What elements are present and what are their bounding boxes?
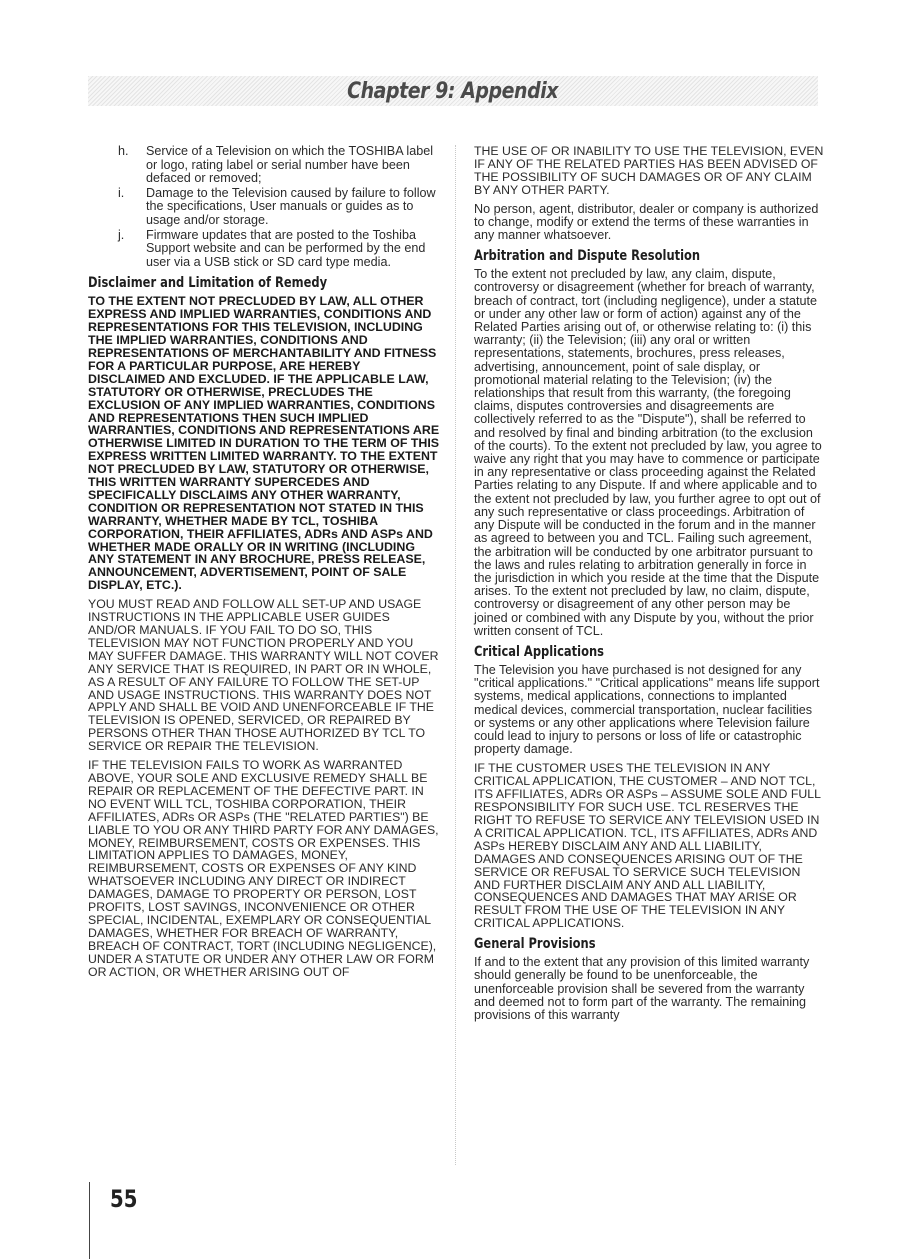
- arbitration-paragraph: To the extent not precluded by law, any claim, dispute, controversy or disagreement (whether for breach of warranty, breach of contract, tort (including negligence), under a statute or under any other law or form of action) against any of the Related Parties arising out of, or otherwise relating to: (i) this warranty; (ii) the Television; (iii) any oral or written representations, statements, brochures, press releases, advertising, announcement, point of sale display, or promotional material relating to the Television; (iv) the relationships that result from this warranty, (the foregoing claims, disputes controversies and disagreements are collectively referred to as the "Dispute"), shall be referred to and resolved by final and binding arbitration (to the exclusion of the courts). To the extent not precluded by law, you agree to waive any right that you may have to commence or participate in any representative or class proceeding against the Related Parties relating to any Dispute. If and where applicable and to the extent not precluded by law, you further agree to opt out of any such representative or class proceedings. Arbitration of any Dispute will be conducted in the forum and in the manner as agreed to between you and TCL. Failing such agreement, the arbitration will be conducted by one arbitrator pursuant to the laws and rules relating to arbitration generally in force in the jurisdiction in which you reside at the time that the Dispute arises. To the extent not precluded by law, no claim, dispute, controversy or disagreement of any other person may be joined or combined with any Dispute by you, without the prior written consent of TCL.: [474, 267, 822, 638]
- disclaimer-heading: Disclaimer and Limitation of Remedy: [88, 275, 328, 292]
- critical-applications-caps-paragraph: IF THE CUSTOMER USES THE TELEVISION IN ANY CRITICAL APPLICATION, THE CUSTOMER – AND NOT TCL, ITS AFFILIATES, ADRs OR ASPs – ASSUME SOLE AND FULL RESPONSIBILITY FOR SUCH USE. TCL RESERVES THE RIGHT TO REFUSE TO SERVICE ANY TELEVISION USED IN A CRITICAL APPLICATION. TCL, ITS AFFILIATES, ADRs AND ASPs HEREBY DISCLAIM ANY AND ALL LIABILITY, DAMAGES AND CONSEQUENCES ARISING OUT OF THE SERVICE OR REFUSAL TO SERVICE SUCH TELEVISION AND FURTHER DISCLAIM ANY AND ALL LIABILITY, CONSEQUENCES AND DAMAGES THAT MAY ARISE OR RESULT FROM THE USE OF THE TELEVISION IN ANY CRITICAL APPLICATIONS.: [474, 761, 821, 931]
- critical-applications-heading: Critical Applications: [474, 643, 604, 660]
- page-number-rule: [89, 1182, 90, 1259]
- chapter-title: Chapter 9: Appendix: [347, 78, 559, 104]
- list-item: [88, 229, 440, 270]
- list-item-letter: i.: [118, 185, 125, 200]
- arbitration-heading: Arbitration and Dispute Resolution: [474, 248, 701, 265]
- chapter-banner: [88, 76, 818, 106]
- usage-instructions-paragraph: YOU MUST READ AND FOLLOW ALL SET-UP AND USAGE INSTRUCTIONS IN THE APPLICABLE USER GUIDES AND/OR MANUALS. IF YOU FAIL TO DO SO, THIS TELEVISION MAY NOT FUNCTION PROPERLY AND YOU MAY SUFFER DAMAGE. THIS WARRANTY WILL NOT COVER ANY SERVICE THAT IS REQUIRED, IN PART OR IN WHOLE, AS A RESULT OF ANY FAILURE TO FOLLOW THE SET-UP AND USAGE INSTRUCTIONS. THIS WARRANTY DOES NOT APPLY AND SHALL BE VOID AND UNENFORCEABLE IF THE TELEVISION IS OPENED, SERVICED, OR REPAIRED BY PERSONS OTHER THAN THOSE AUTHORIZED BY TCL TO SERVICE OR REPAIR THE TELEVISION.: [88, 597, 439, 754]
- no-person-paragraph: No person, agent, distributor, dealer or company is authorized to change, modify or extend the terms of these warranties in any manner whatsoever.: [474, 201, 819, 243]
- left-column: [88, 145, 440, 984]
- list-item-text: Service of a Television on which the TOSHIBA label or logo, rating label or serial number have been defaced or removed;: [146, 144, 434, 186]
- right-column: [474, 145, 826, 1028]
- page-number: 55: [110, 1185, 138, 1213]
- remedy-paragraph: IF THE TELEVISION FAILS TO WORK AS WARRANTED ABOVE, YOUR SOLE AND EXCLUSIVE REMEDY SHALL BE REPAIR OR REPLACEMENT OF THE DEFECTIVE PART. IN NO EVENT WILL TCL, TOSHIBA CORPORATION, THEIR AFFILIATES, ADRs OR ASPs (THE "RELATED PARTIES") BE LIABLE TO YOU OR ANY THIRD PARTY FOR ANY DAMAGES, MONEY, REIMBURSEMENT, COSTS OR EXPENSES. THIS LIMITATION APPLIES TO DAMAGES, MONEY, REIMBURSEMENT, COSTS OR EXPENSES OF ANY KIND WHATSOEVER INCLUDING ANY DIRECT OR INDIRECT DAMAGES, DAMAGE TO PROPERTY OR PERSON, LOST PROFITS, LOST SAVINGS, INCONVENIENCE OR OTHER SPECIAL, INCIDENTAL, EXEMPLARY OR CONSEQUENTIAL DAMAGES, WHETHER FOR BREACH OF WARRANTY, BREACH OF CONTRACT, TORT (INCLUDING NEGLIGENCE), UNDER A STATUTE OR UNDER ANY OTHER LAW OR FORM OR ACTION, OR WHETHER ARISING OUT OF: [88, 758, 439, 979]
- list-item: [88, 187, 440, 228]
- list-item-text: Damage to the Television caused by failure to follow the specifications, User manuals or guides as to usage and/or storage.: [146, 185, 436, 227]
- critical-applications-paragraph: The Television you have purchased is not designed for any "critical applications." "Critical applications" means life support systems, medical applications, connections to implanted medical devices, commercial transportation, nuclear facilities or systems or any other applications where Television failure could lead to injury to persons or loss of life or catastrophic property damage.: [474, 662, 820, 757]
- continuation-paragraph: THE USE OF OR INABILITY TO USE THE TELEVISION, EVEN IF ANY OF THE RELATED PARTIES HAS BEEN ADVISED OF THE POSSIBILITY OF SUCH DAMAGES OR OF ANY CLAIM BY ANY OTHER PARTY.: [474, 144, 824, 197]
- list-item-letter: j.: [118, 227, 125, 242]
- exclusions-list: [88, 145, 440, 269]
- list-item-letter: h.: [118, 144, 129, 158]
- column-divider: [455, 145, 456, 1165]
- general-provisions-paragraph: If and to the extent that any provision of this limited warranty should generally be found to be unenforceable, the unenforceable provision shall be severed from the warranty and deemed not to form part of the warranty. The remaining provisions of this warranty: [474, 955, 810, 1022]
- list-item-text: Firmware updates that are posted to the Toshiba Support website and can be performed by the end user via a USB stick or SD card type media.: [146, 227, 426, 269]
- list-item: [88, 145, 440, 186]
- general-provisions-heading: General Provisions: [474, 936, 596, 953]
- disclaimer-paragraph: TO THE EXTENT NOT PRECLUDED BY LAW, ALL OTHER EXPRESS AND IMPLIED WARRANTIES, CONDITIONS AND REPRESENTATIONS FOR THIS TELEVISION, INCLUDING THE IMPLIED WARRANTIES, CONDITIONS AND REPRESENTATIONS OF MERCHANTABILITY AND FITNESS FOR A PARTICULAR PURPOSE, ARE HEREBY DISCLAIMED AND EXCLUDED. IF THE APPLICABLE LAW, STATUTORY OR OTHERWISE, PRECLUDES THE EXCLUSION OF ANY IMPLIED WARRANTIES, CONDITIONS AND REPRESENTATIONS THEN SUCH IMPLIED WARRANTIES, CONDITIONS AND REPRESENTATIONS ARE OTHERWISE LIMITED IN DURATION TO THE TERM OF THIS EXPRESS WRITTEN LIMITED WARRANTY. TO THE EXTENT NOT PRECLUDED BY LAW, STATUTORY OR OTHERWISE, THIS WRITTEN WARRANTY SUPERCEDES AND SPECIFICALLY DISCLAIMS ANY OTHER WARRANTY, CONDITION OR REPRESENTATION NOT STATED IN THIS WARRANTY, WHETHER MADE BY TCL, TOSHIBA CORPORATION, THEIR AFFILIATES, ADRs AND ASPs AND WHETHER MADE ORALLY OR IN WRITING (INCLUDING ANY STATEMENT IN ANY BROCHURE, PRESS RELEASE, ANNOUNCEMENT, ADVERTISEMENT, POINT OF SALE DISPLAY, ETC.).: [88, 294, 440, 593]
